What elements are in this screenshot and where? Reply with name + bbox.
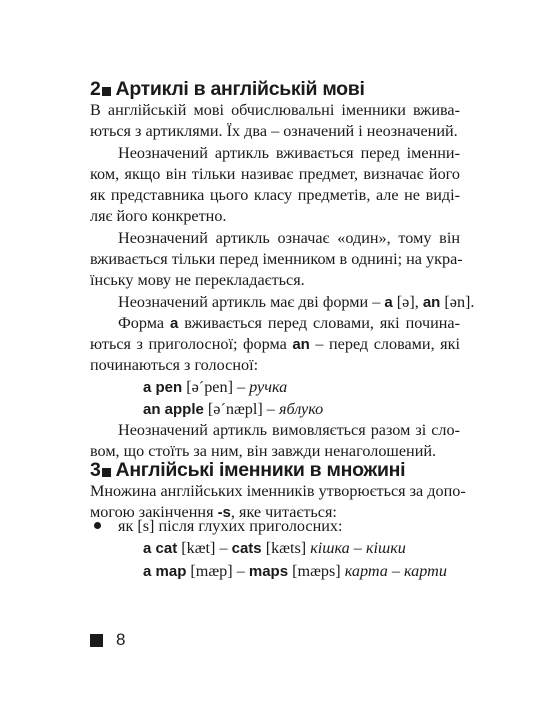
section-title: Артиклі в англійській мові xyxy=(115,78,365,100)
text-run: – перед словами, які xyxy=(309,335,460,353)
text-run: [ən]. xyxy=(440,293,475,311)
suffix: -s xyxy=(217,504,231,521)
article-a: a xyxy=(384,294,393,311)
section-heading-plural-nouns xyxy=(90,459,405,482)
article-an: an xyxy=(422,294,441,311)
example-line xyxy=(143,538,406,559)
paragraph-line: Неозначений артикль означає «один», тому він xyxy=(118,229,460,247)
text-run: Форма xyxy=(118,314,170,332)
text-run: , яке читається: xyxy=(230,503,337,521)
section-number: 2 xyxy=(90,78,101,100)
text-run: [ə], xyxy=(392,293,423,311)
translation: кішка – кішки xyxy=(310,539,406,557)
text-run: ються з приголосної; форма xyxy=(90,335,293,353)
example-word: cats xyxy=(231,540,262,557)
section-heading-articles xyxy=(90,78,365,101)
paragraph-line xyxy=(118,292,474,313)
transcription: [əˊnæpl] – xyxy=(203,400,279,418)
paragraph-line: В англійській мові обчислювальні іменники вжива- xyxy=(90,101,460,119)
page-number: 8 xyxy=(116,630,126,649)
bullet-dot xyxy=(94,522,101,529)
transcription: [kæt] – xyxy=(177,539,232,557)
translation: ручка xyxy=(249,378,288,396)
text-run: Неозначений артикль має дві форми – xyxy=(118,293,385,311)
article-a: a xyxy=(170,315,179,332)
paragraph-line: Неозначений артикль вживається перед іменни- xyxy=(118,144,460,162)
paragraph-line: ляє його конкретно. xyxy=(90,207,227,225)
paragraph-line: Множина англійських іменників утворюється за допо- xyxy=(90,482,466,500)
paragraph-line: ком, якщо він тільки називає предмет, визначає його xyxy=(90,165,460,183)
paragraph-line: починаються з голосної: xyxy=(90,356,259,374)
bullet-item: як [s] після глухих приголосних: xyxy=(118,517,343,535)
transcription: [əˊpen] – xyxy=(182,378,250,396)
paragraph-line: вживається тільки перед іменником в однині; на укра- xyxy=(90,250,463,268)
example-word: maps xyxy=(248,563,289,580)
paragraph-line xyxy=(118,313,460,334)
example-word: a map xyxy=(143,563,187,580)
heading-square-marker xyxy=(102,468,111,477)
transcription: [kæts] xyxy=(261,539,311,557)
example-line xyxy=(143,561,447,582)
example-word: an apple xyxy=(143,401,204,418)
example-word: a pen xyxy=(143,379,183,396)
paragraph-line xyxy=(90,334,460,355)
text-run: могою закінчення xyxy=(90,503,218,521)
paragraph-line: вом, що стоїть за ним, він завжди ненаголошений. xyxy=(90,442,437,460)
example-line xyxy=(143,377,287,398)
transcription: [mæps] xyxy=(288,562,345,580)
example-line xyxy=(143,399,323,420)
paragraph-line: ються з артиклями. Їх два – означений і неозначений. xyxy=(90,122,458,140)
translation: карта – карти xyxy=(344,562,447,580)
section-title: Англійські іменники в множині xyxy=(115,459,406,481)
transcription: [mæp] – xyxy=(186,562,249,580)
page-number-marker xyxy=(90,634,103,647)
paragraph-line: їнську мову не перекладається. xyxy=(90,271,305,289)
example-word: a cat xyxy=(143,540,178,557)
heading-square-marker xyxy=(102,87,111,96)
paragraph-line: Неозначений артикль вимовляється разом зі сло- xyxy=(118,421,460,439)
paragraph-line: як представника цього класу предметів, але не виді- xyxy=(90,186,460,204)
text-run: вживається перед словами, які почина- xyxy=(178,314,460,332)
article-an: an xyxy=(292,336,310,353)
section-number: 3 xyxy=(90,459,101,481)
translation: яблуко xyxy=(278,400,324,418)
